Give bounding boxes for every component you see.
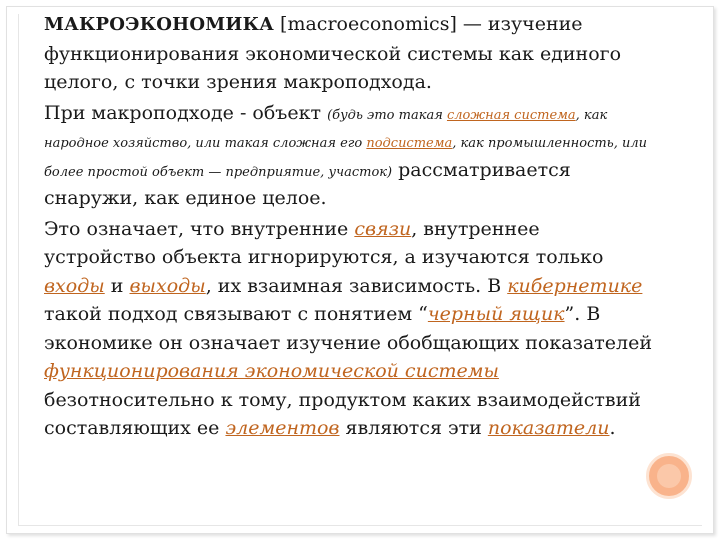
link-indicators[interactable]: показатели (487, 417, 610, 439)
p3-text-9: . (609, 417, 616, 439)
p3-text-2: , внутреннее устройство объекта игнорируются, а изучаются только (44, 217, 604, 268)
p2-note-3: , как промышленность, или более простой объект — предприятие, участок) (44, 136, 648, 180)
p3-text-3: и (104, 274, 130, 297)
link-elements[interactable]: элементов (225, 417, 340, 439)
p2-note-1: (будь это такая (327, 107, 447, 123)
link-inputs[interactable]: входы (44, 274, 105, 297)
link-cybernetics[interactable]: кибернетике (507, 274, 643, 297)
macro-approach-paragraph (44, 99, 656, 213)
p3-text-4: , их взаимная зависимость. В (205, 274, 508, 297)
p3-text-8: являются эти (339, 417, 488, 439)
p3-text-7: безотносительно к тому, продуктом каких взаимодействий составляющих ее (44, 388, 641, 439)
p3-text-5: такой подход связывают с понятием “ (44, 303, 428, 325)
p3-text-1: Это означает, что внутренние (44, 217, 355, 240)
link-connections[interactable]: связи (354, 217, 412, 240)
link-functioning-economic-system[interactable]: функционирования экономической системы (44, 360, 499, 382)
p2-text-1: При макроподходе - объект (44, 101, 328, 124)
definition-text: [macroeconomics] — изучение функционирования экономической системы как единого целого, с точки зрения макроподхода. (44, 13, 622, 93)
term-heading: МАКРОЭКОНОМИКА (44, 14, 274, 35)
black-box-paragraph (44, 215, 656, 443)
left-rule (18, 14, 19, 526)
slide-content (44, 10, 656, 445)
p3-text-6: ”. В экономике он означает изучение обобщающих показателей (44, 303, 652, 354)
link-complex-system[interactable]: сложная система (446, 107, 576, 123)
bottom-rule (18, 525, 702, 526)
p2-text-2: рассматривается снаружи, как единое целое. (44, 158, 571, 209)
link-outputs[interactable]: выходы (129, 274, 206, 297)
decorative-circle (646, 453, 692, 499)
link-subsystem[interactable]: подсистема (366, 136, 453, 151)
link-black-box[interactable]: черный ящик (427, 303, 565, 325)
p2-note-2: , как народное хозяйство, или такая сложная его (44, 107, 608, 151)
definition-paragraph (44, 10, 656, 97)
